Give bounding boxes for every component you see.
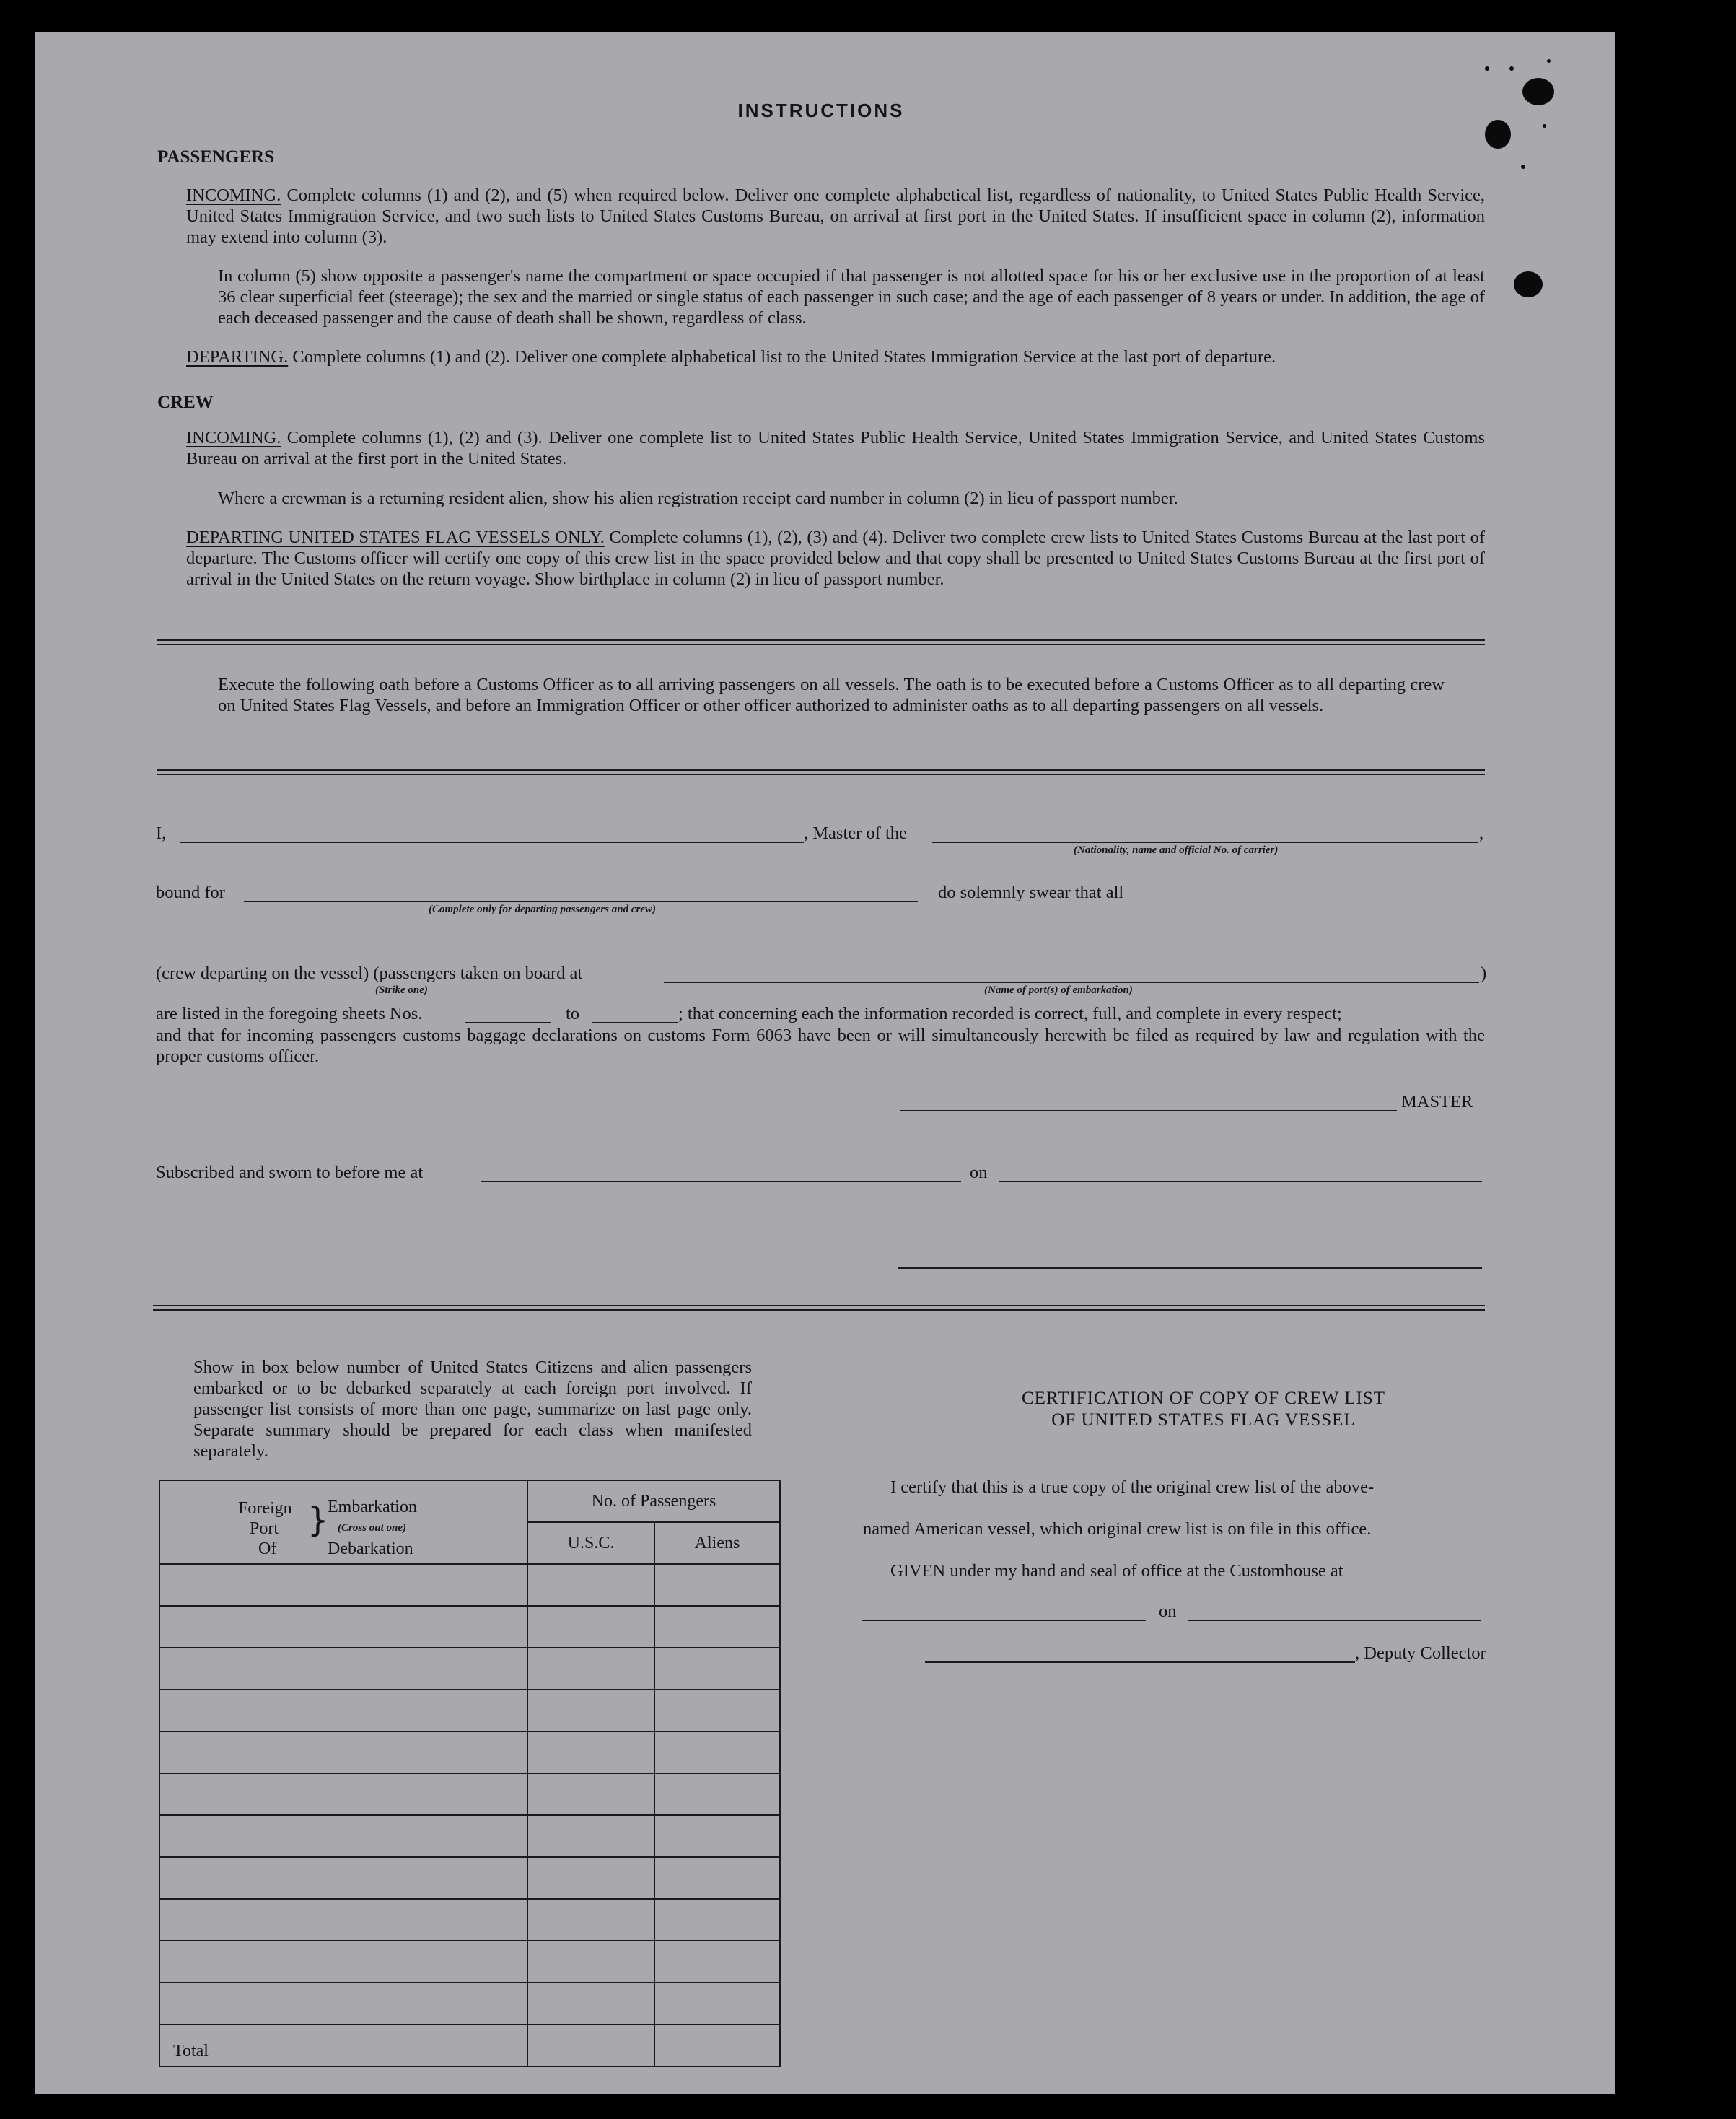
instructions-title: INSTRUCTIONS [737,100,905,121]
foreign-label: Foreign [238,1499,292,1518]
crew-departing-label: (crew departing on the vessel) (passengers taken on board at [156,964,583,983]
double-rule [153,1305,1485,1311]
oath-intro: Execute the following oath before a Customs Officer as to all arriving passengers on all vessels. The oath is to be executed before a Customs Officer as to all departing crew on United States Flag Vessels, and before an Immigration Officer or other officer authorized to administer oaths as to all departing passengers on all vessels. [218,675,1445,715]
passengers-heading: PASSENGERS [157,147,275,167]
usc-cell[interactable] [527,1690,654,1731]
certification-date-field[interactable] [1188,1620,1481,1621]
aliens-cell[interactable] [654,1815,780,1857]
usc-cell[interactable] [527,1773,654,1815]
aliens-cell[interactable] [654,1773,780,1815]
oath-i-label: I, [156,823,167,843]
crew-departing-paragraph [186,527,1485,590]
double-rule [157,639,1485,645]
usc-cell[interactable] [527,1648,654,1690]
listed-a-label: are listed in the foregoing sheets Nos. [156,1004,423,1023]
master-of-label: , Master of the [804,823,907,843]
bound-for-field[interactable] [244,901,918,902]
port-cell[interactable] [159,1690,527,1731]
usc-cell[interactable] [527,1899,654,1941]
total-row [159,2024,780,2066]
table-row [159,1941,780,1983]
bound-for-note: (Complete only for departing passengers and crew) [429,904,656,915]
usc-cell[interactable] [527,1731,654,1773]
passengers-departing-label: DEPARTING. [186,347,289,367]
port-cell[interactable] [159,1606,527,1648]
ink-spot [1521,165,1525,169]
table-row [159,1857,780,1899]
carrier-comma: , [1479,823,1484,843]
total-label: Total [159,2024,527,2066]
aliens-cell[interactable] [654,1606,780,1648]
usc-total-cell[interactable] [527,2024,654,2066]
certification-given: GIVEN under my hand and seal of office at the Customhouse at [890,1561,1343,1581]
master-signature-field[interactable] [900,1110,1397,1111]
table-row [159,1564,780,1606]
usc-cell[interactable] [527,1983,654,2024]
cross-out-note: (Cross out one) [338,1522,407,1534]
sheet-to-field[interactable] [592,1022,678,1023]
nationality-note: (Nationality, name and official No. of carrier) [1074,844,1279,856]
port-cell[interactable] [159,1648,527,1690]
ink-spot [1547,59,1551,63]
aliens-header: Aliens [654,1522,780,1564]
sworn-date-field[interactable] [999,1181,1482,1182]
passengers-departing-text: Complete columns (1) and (2). Deliver one complete alphabetical list to the United States Immigration Service at the last port of departure. [288,347,1276,367]
crew-departing-text: Complete columns (1), (2), (3) and (4). Deliver two complete crew lists to United States Customs Bureau at the last port of departure. The Customs officer will certify one copy of this crew list in the space provided below and that copy shall be presented to United States Customs Bureau at the first port of arrival in the United States on the return voyage. Show birthplace in column (2) in lieu of passport number. [186,528,1485,589]
table-row [159,1606,780,1648]
ink-spot [1522,78,1554,105]
deputy-collector-signature-field[interactable] [925,1661,1355,1663]
double-rule [157,769,1485,775]
crew-incoming-label: INCOMING. [186,428,281,447]
aliens-cell[interactable] [654,1899,780,1941]
passengers-incoming-label: INCOMING. [186,185,281,205]
aliens-cell[interactable] [654,1564,780,1606]
sheet-from-field[interactable] [465,1022,551,1023]
table-row [159,1690,780,1731]
table-row [159,1731,780,1773]
carrier-field[interactable] [932,842,1478,843]
port-label: Port [250,1519,279,1538]
listed-c-text: and that for incoming passengers customs baggage declarations on customs Form 6063 have been or will simultaneously herewith be filed as required by law and regulation with the proper customs officer. [156,1026,1485,1066]
usc-cell[interactable] [527,1606,654,1648]
listed-to-label: to [566,1004,580,1023]
summary-instructions: Show in box below number of United States Citizens and alien passengers embarked or to be debarked separately at each foreign port involved. If passenger list consists of more than one page, summarize on last page only. Separate summary should be prepared for each class when manifested separately. [193,1358,752,1461]
brace-icon: } [307,1500,329,1539]
aliens-cell[interactable] [654,1857,780,1899]
ink-spot [1485,66,1489,71]
port-cell[interactable] [159,1941,527,1983]
usc-cell[interactable] [527,1564,654,1606]
master-label: MASTER [1401,1092,1473,1111]
ink-spot [1514,271,1543,297]
crew-alien-paragraph: Where a crewman is a returning resident alien, show his alien registration receipt card number in column (2) in lieu of passport number. [218,489,1178,508]
ink-spot [1485,120,1511,149]
passengers-incoming-text: Complete columns (1) and (2), and (5) when required below. Deliver one complete alphabetical list, regardless of nationality, to United States Public Health Service, United States Immigration Service, and two such lists to United States Customs Bureau, on arrival at first port in the United States. If insufficient space in column (2), information may extend into column (3). [186,185,1485,247]
port-header-cell [159,1480,527,1564]
certification-text-line2: named American vessel, which original crew list is on file in this office. [863,1519,1372,1539]
port-cell[interactable] [159,1983,527,2024]
port-cell[interactable] [159,1899,527,1941]
table-row [159,1899,780,1941]
subscribed-label: Subscribed and sworn to before me at [156,1163,424,1182]
swear-label: do solemnly swear that all [938,883,1124,902]
bound-for-label: bound for [156,883,225,902]
customhouse-field[interactable] [862,1620,1146,1621]
aliens-total-cell[interactable] [654,2024,780,2066]
crew-heading: CREW [157,393,214,412]
crew-incoming-paragraph [186,427,1485,469]
sworn-location-field[interactable] [481,1181,961,1182]
ports-note: (Name of port(s) of embarkation) [984,984,1133,996]
port-cell[interactable] [159,1857,527,1899]
certification-title-line1: CERTIFICATION OF COPY OF CREW LIST [1021,1389,1386,1408]
table-row [159,1983,780,2024]
ink-spot [1509,66,1514,71]
usc-header: U.S.C. [527,1522,654,1564]
certification-text-line1: I certify that this is a true copy of the original crew list of the above- [890,1477,1375,1497]
aliens-cell[interactable] [654,1941,780,1983]
aliens-cell[interactable] [654,1690,780,1731]
aliens-cell[interactable] [654,1983,780,2024]
usc-cell[interactable] [527,1857,654,1899]
certification-title-line2: OF UNITED STATES FLAG VESSEL [1051,1410,1356,1430]
strike-one-note: (Strike one) [375,984,428,996]
port-cell[interactable] [159,1815,527,1857]
port-cell[interactable] [159,1773,527,1815]
passengers-departing-paragraph [186,346,1485,367]
ink-spot [1543,124,1546,128]
crew-incoming-text: Complete columns (1), (2) and (3). Deliver one complete list to United States Public Health Service, United States Immigration Service, and United States Customs Bureau on arrival at the first port in the United States. [186,428,1485,468]
master-name-field[interactable] [180,842,804,843]
table-row [159,1815,780,1857]
listed-b-label: ; that concerning each the information recorded is correct, full, and complete in every respect; [678,1004,1342,1023]
table-row [159,1773,780,1815]
close-paren: ) [1481,964,1487,983]
officer-signature-field[interactable] [898,1267,1482,1269]
embarkation-label: Embarkation [328,1498,417,1516]
certification-on-label: on [1159,1602,1177,1621]
table-row [159,1648,780,1690]
port-cell[interactable] [159,1564,527,1606]
port-cell[interactable] [159,1731,527,1773]
passenger-summary-table [159,1480,781,2067]
deputy-collector-label: , Deputy Collector [1355,1643,1486,1663]
usc-cell[interactable] [527,1815,654,1857]
document-page [35,32,1615,2094]
sworn-on-label: on [970,1163,988,1182]
embarkation-ports-field[interactable] [664,982,1479,983]
of-label: Of [258,1539,277,1558]
column5-paragraph: In column (5) show opposite a passenger's name the compartment or space occupied if that passenger is not allotted space for his or her exclusive use in the proportion of at least 36 clear superficial feet (steerage); the sex and the married or single status of each passenger in such case; and the age of each passenger of 8 years or under. In addition, the age of each deceased passenger and the cause of death shall be shown, regardless of class. [218,266,1485,328]
aliens-cell[interactable] [654,1648,780,1690]
debarkation-label: Debarkation [328,1539,413,1558]
passengers-incoming-paragraph [186,185,1485,248]
crew-departing-label: DEPARTING UNITED STATES FLAG VESSELS ONLY. [186,528,605,547]
no-passengers-header: No. of Passengers [527,1480,780,1522]
aliens-cell[interactable] [654,1731,780,1773]
usc-cell[interactable] [527,1941,654,1983]
